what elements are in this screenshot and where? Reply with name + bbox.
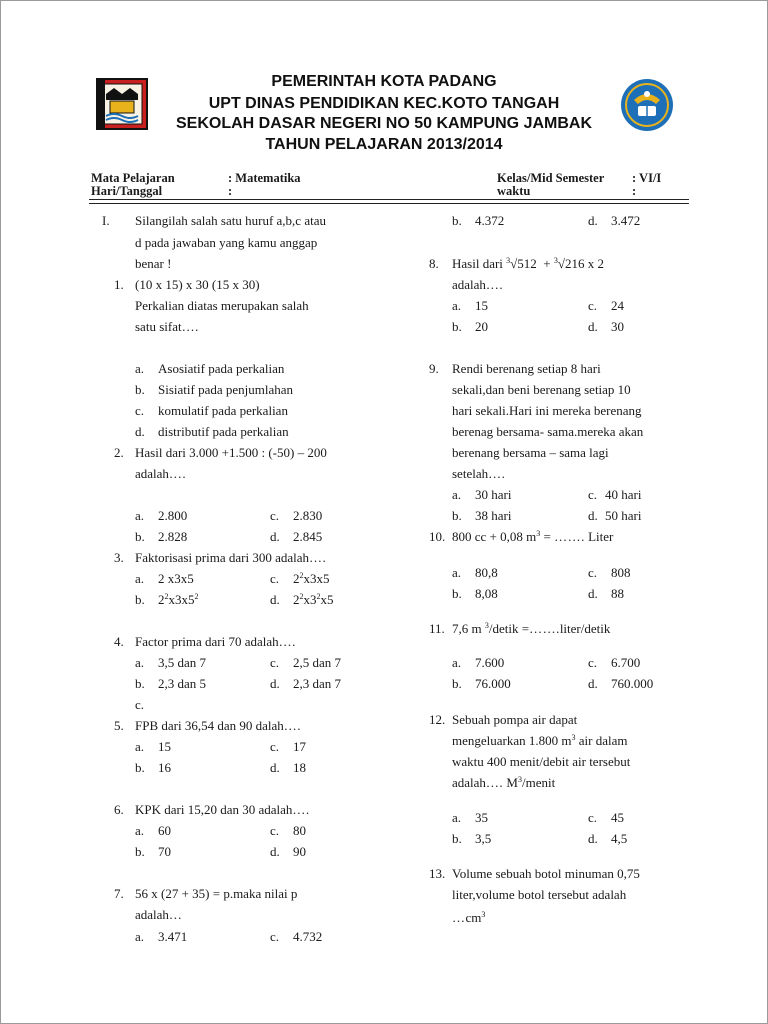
time-value: :: [632, 184, 637, 198]
option-text: 3,5: [475, 831, 492, 846]
option-label: c.: [135, 697, 145, 712]
question-text: 800 cc + 0,08 $m^3$ = ……. Liter: [452, 529, 614, 544]
option-text: 76.000: [475, 676, 511, 691]
question-text: adalah….: [135, 466, 187, 481]
option-label: a.: [452, 565, 462, 580]
option-label: a.: [452, 298, 462, 313]
option-text: 8,08: [475, 586, 498, 601]
question-text: FPB dari 36,54 dan 90 dalah….: [135, 718, 302, 733]
option-label: d.: [270, 760, 280, 775]
option-label: b.: [135, 382, 145, 397]
option-text: 2.845: [293, 529, 323, 544]
question-number: 2.: [114, 445, 124, 460]
option-text: $2^2x3x5$: [293, 571, 330, 586]
question-text: sekali,dan beni berenang setiap 10: [452, 382, 631, 397]
question-text: Perkalian diatas merupakan salah: [135, 298, 309, 313]
option-text: 88: [611, 586, 624, 601]
option-text: komulatif pada perkalian: [158, 403, 288, 418]
option-text: 7.600: [475, 655, 505, 670]
option-label: a.: [452, 487, 462, 502]
date-label: Hari/Tanggal: [91, 184, 163, 198]
option-text: 35: [475, 810, 488, 825]
question-text: waktu 400 menit/debit air tersebut: [452, 754, 631, 769]
option-text: distributif pada perkalian: [158, 424, 289, 439]
question-text: (10 x 15) x 30 (15 x 30): [135, 277, 260, 292]
option-label: c.: [270, 655, 280, 670]
option-label: d.: [588, 586, 598, 601]
option-label: b.: [452, 213, 462, 228]
question-number: 8.: [429, 256, 439, 271]
option-label: d.: [588, 213, 598, 228]
instruction-line: benar !: [135, 256, 172, 271]
question-number: 3.: [114, 550, 124, 565]
question-number: 11.: [429, 621, 445, 636]
header-government: PEMERINTAH KOTA PADANG: [271, 73, 497, 90]
header-divider-bottom: [89, 203, 689, 204]
question-text: satu sifat….: [135, 319, 199, 334]
option-label: b.: [135, 529, 145, 544]
option-label: c.: [270, 739, 280, 754]
option-label: d.: [588, 831, 598, 846]
option-label: b.: [135, 844, 145, 859]
header-school-year: TAHUN PELAJARAN 2013/2014: [265, 136, 503, 153]
header-department: UPT DINAS PENDIDIKAN KEC.KOTO TANGAH: [208, 95, 560, 112]
option-text: 2,3 dan 7: [293, 676, 342, 691]
option-label: a.: [135, 929, 145, 944]
option-text: 45: [611, 810, 624, 825]
option-text: 30: [611, 319, 624, 334]
option-text: 4.732: [293, 929, 323, 944]
question-text: Hasil dari 3.000 +1.500 : (-50) – 200: [135, 445, 327, 460]
option-label: d.: [270, 676, 280, 691]
option-text: 40 hari: [605, 487, 642, 502]
option-label: b.: [452, 508, 462, 523]
option-text: 3.472: [611, 213, 641, 228]
option-text: 15: [158, 739, 171, 754]
option-label: c.: [270, 571, 280, 586]
option-label: b.: [452, 586, 462, 601]
option-label: c.: [270, 823, 280, 838]
option-label: c.: [588, 655, 598, 670]
question-number: 10.: [429, 529, 446, 544]
question-text: Faktorisasi prima dari 300 adalah….: [135, 550, 327, 565]
option-label: c.: [270, 508, 280, 523]
option-text: 2,5 dan 7: [293, 655, 342, 670]
option-text: 4.372: [475, 213, 505, 228]
option-label: d.: [270, 592, 280, 607]
option-label: a.: [452, 655, 462, 670]
option-label: b.: [135, 676, 145, 691]
option-label: c.: [588, 487, 598, 502]
option-text: 60: [158, 823, 171, 838]
instruction-line: Silangilah salah satu huruf a,b,c atau: [135, 213, 326, 228]
option-label: d.: [588, 508, 598, 523]
question-text: adalah…: [135, 907, 183, 922]
option-text: 2.828: [158, 529, 188, 544]
option-label: a.: [135, 571, 145, 586]
header-school: SEKOLAH DASAR NEGERI NO 50 KAMPUNG JAMBAK: [175, 115, 593, 132]
option-label: c.: [588, 298, 598, 313]
time-label: waktu: [497, 184, 531, 198]
option-text: 6.700: [611, 655, 641, 670]
question-text: liter,volume botol tersebut adalah: [452, 887, 627, 902]
option-label: b.: [452, 319, 462, 334]
header-divider-top: [89, 199, 689, 200]
option-label: d.: [270, 529, 280, 544]
option-label: b.: [135, 592, 145, 607]
option-label: a.: [135, 361, 145, 376]
question-number: 1.: [114, 277, 124, 292]
question-text: Sebuah pompa air dapat: [452, 712, 578, 727]
option-text: 20: [475, 319, 488, 334]
instruction-line: d pada jawaban yang kamu anggap: [135, 235, 318, 250]
question-text: Factor prima dari 70 adalah….: [135, 634, 296, 649]
option-label: d.: [135, 424, 145, 439]
question-text: hari sekali.Hari ini mereka berenang: [452, 403, 642, 418]
question-text: $\dots cm^3$: [452, 910, 486, 925]
option-label: d.: [588, 676, 598, 691]
question-number: 13.: [429, 866, 446, 881]
option-text: 15: [475, 298, 488, 313]
subject-value: : Matematika: [228, 171, 301, 185]
question-number: 4.: [114, 634, 124, 649]
option-text: 30 hari: [475, 487, 512, 502]
date-value: :: [228, 184, 233, 198]
option-text: $2^2x3^2x5$: [293, 592, 334, 607]
option-label: d.: [588, 319, 598, 334]
option-text: 70: [158, 844, 171, 859]
question-number: 7.: [114, 886, 124, 901]
question-text: adalah….: [452, 277, 504, 292]
question-number: 12.: [429, 712, 446, 727]
class-value: : VI/I: [632, 171, 662, 185]
option-text: 80: [293, 823, 306, 838]
question-text: berenang bersama – sama lagi: [452, 445, 609, 460]
question-number: 9.: [429, 361, 439, 376]
option-label: c.: [135, 403, 145, 418]
question-text: Rendi berenang setiap 8 hari: [452, 361, 601, 376]
question-text: 56 x (27 + 35) = p.maka nilai p: [135, 886, 298, 901]
option-text: 2.800: [158, 508, 188, 523]
class-label: Kelas/Mid Semester: [497, 171, 605, 185]
option-text: 808: [611, 565, 631, 580]
option-label: a.: [135, 655, 145, 670]
question-text: Volume sebuah botol minuman 0,75: [452, 866, 640, 881]
option-label: b.: [452, 676, 462, 691]
option-text: 80,8: [475, 565, 498, 580]
option-label: c.: [588, 565, 598, 580]
option-text: 50 hari: [605, 508, 642, 523]
question-text: setelah….: [452, 466, 506, 481]
section-number: I.: [102, 213, 110, 228]
option-text: $2^2x3x5^2$: [158, 592, 199, 607]
question-text: berenag bersama- sama.mereka akan: [452, 424, 644, 439]
option-text: 16: [158, 760, 171, 775]
option-text: 24: [611, 298, 624, 313]
option-text: 18: [293, 760, 306, 775]
option-label: a.: [452, 810, 462, 825]
option-label: b.: [135, 760, 145, 775]
option-label: a.: [135, 508, 145, 523]
question-text: KPK dari 15,20 dan 30 adalah….: [135, 802, 310, 817]
option-text: 90: [293, 844, 306, 859]
question-text: mengeluarkan 1.800 $m^3$ air dalam: [452, 733, 628, 748]
question-text: Hasil dari $^3$√512 + $^3$√216 x 2: [452, 256, 605, 271]
option-text: 38 hari: [475, 508, 512, 523]
subject-label: Mata Pelajaran: [91, 171, 175, 185]
option-label: b.: [452, 831, 462, 846]
option-text: 760.000: [611, 676, 654, 691]
option-label: a.: [135, 823, 145, 838]
question-text: 7,6 m $^3$/detik =…….liter/detik: [452, 621, 611, 636]
option-text: 4,5: [611, 831, 628, 846]
option-label: a.: [135, 739, 145, 754]
option-text: 2,3 dan 5: [158, 676, 207, 691]
option-text: 2 x3x5: [158, 571, 194, 586]
option-text: 3,5 dan 7: [158, 655, 207, 670]
question-number: 6.: [114, 802, 124, 817]
option-text: Sisiatif pada penjumlahan: [158, 382, 294, 397]
option-label: d.: [270, 844, 280, 859]
option-text: 17: [293, 739, 306, 754]
option-text: 3.471: [158, 929, 188, 944]
option-text: Asosiatif pada perkalian: [158, 361, 285, 376]
question-text: adalah…. $M^3$/menit: [452, 775, 556, 790]
option-label: c.: [270, 929, 280, 944]
question-number: 5.: [114, 718, 124, 733]
option-text: 2.830: [293, 508, 323, 523]
option-label: c.: [588, 810, 598, 825]
